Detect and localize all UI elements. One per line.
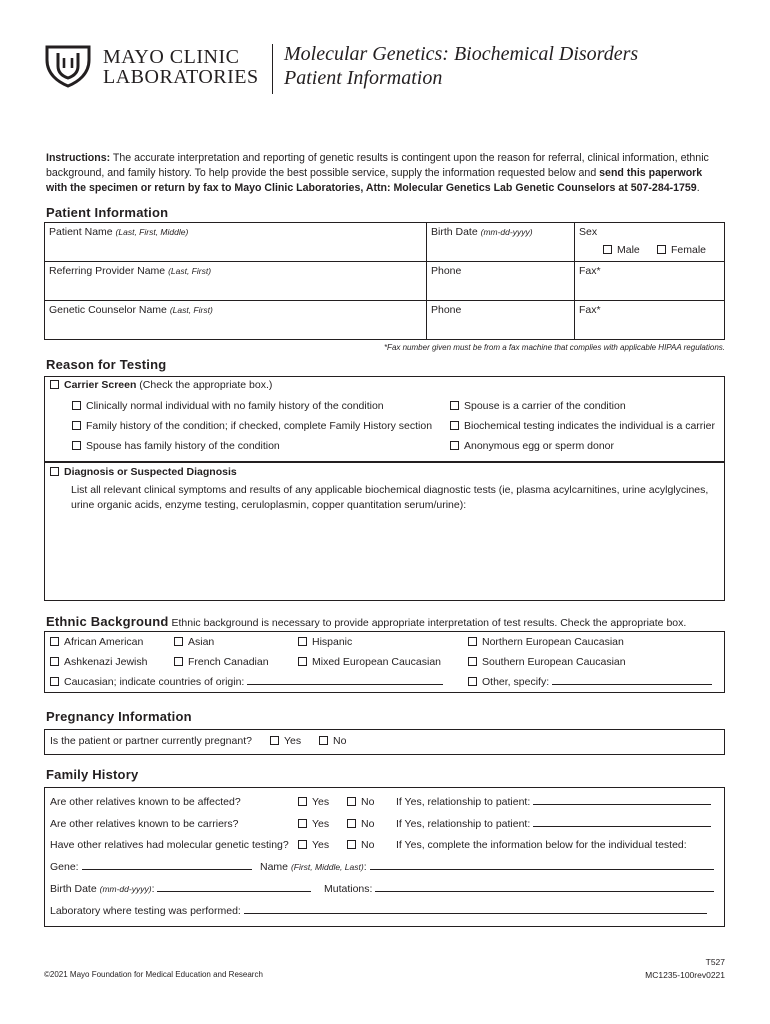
genetic-counselor-field[interactable]: Genetic Counselor Name (Last, First) bbox=[49, 304, 213, 316]
ethnic-northern-european[interactable]: Northern European Caucasian bbox=[468, 636, 624, 648]
ethnic-mixed-european[interactable]: Mixed European Caucasian bbox=[298, 656, 441, 668]
option-family-history[interactable]: Family history of the condition; if checked, complete Family History section bbox=[72, 420, 432, 432]
mayo-logo-icon bbox=[44, 44, 92, 88]
referring-provider-field[interactable]: Referring Provider Name (Last, First) bbox=[49, 265, 212, 277]
logo-text-line1: MAYO CLINIC bbox=[103, 46, 240, 68]
carriers-relationship-field[interactable]: If Yes, relationship to patient: bbox=[396, 818, 711, 830]
molecular-no-checkbox[interactable]: No bbox=[347, 839, 374, 851]
ethnic-african-american[interactable]: African American bbox=[50, 636, 143, 648]
gene-field[interactable]: Gene: bbox=[50, 861, 252, 873]
affected-no-checkbox[interactable]: No bbox=[347, 796, 374, 808]
header-divider bbox=[272, 44, 273, 94]
pregnancy-yes-checkbox[interactable]: Yes bbox=[270, 735, 301, 747]
ethnic-southern-european[interactable]: Southern European Caucasian bbox=[468, 656, 626, 668]
pregnancy-no-checkbox[interactable]: No bbox=[319, 735, 346, 747]
option-biochemical-carrier[interactable]: Biochemical testing indicates the individual is a carrier bbox=[450, 420, 715, 432]
page-title-line1: Molecular Genetics: Biochemical Disorders bbox=[284, 43, 639, 65]
carriers-no-checkbox[interactable]: No bbox=[347, 818, 374, 830]
fax-note: *Fax number given must be from a fax machine that complies with applicable HIPAA regulations. bbox=[383, 343, 725, 352]
ethnic-ashkenazi[interactable]: Ashkenazi Jewish bbox=[50, 656, 147, 668]
ethnic-french-canadian[interactable]: French Canadian bbox=[174, 656, 269, 668]
instructions-text: Instructions: The accurate interpretation and reporting of genetic results is contingent upon the reason for referral, clinical information, ethnic background, and family history. To help provide the best possible service, supply the information requested below and send this paperwork with the specimen or return by fax to Mayo Clinic Laboratories, Attn: Molecular Genetics Lab Genetic Counselors at 507-284-1759. bbox=[46, 152, 709, 194]
mutations-field[interactable]: Mutations: bbox=[324, 883, 714, 895]
affected-relationship-field[interactable]: If Yes, relationship to patient: bbox=[396, 796, 711, 808]
phone-field-2[interactable]: Phone bbox=[431, 304, 462, 316]
family-history-title: Family History bbox=[46, 767, 139, 782]
family-q-molecular: Have other relatives had molecular genetic testing? bbox=[50, 839, 289, 851]
page-title-line2: Patient Information bbox=[284, 67, 443, 89]
affected-yes-checkbox[interactable]: Yes bbox=[298, 796, 329, 808]
fax-field-2[interactable]: Fax* bbox=[579, 304, 601, 316]
pregnancy-question: Is the patient or partner currently pregnant? bbox=[50, 735, 252, 747]
fax-field-1[interactable]: Fax* bbox=[579, 265, 601, 277]
ethnic-caucasian[interactable]: Caucasian; indicate countries of origin: bbox=[50, 676, 443, 688]
footer-code-revision: MC1235-100rev0221 bbox=[645, 970, 725, 980]
family-q-carriers: Are other relatives known to be carriers? bbox=[50, 818, 239, 830]
laboratory-field[interactable]: Laboratory where testing was performed: bbox=[50, 905, 707, 917]
footer-code-t527: T527 bbox=[705, 957, 725, 967]
carriers-yes-checkbox[interactable]: Yes bbox=[298, 818, 329, 830]
logo-text-line2: LABORATORIES bbox=[103, 66, 259, 88]
diagnosis-instructions: List all relevant clinical symptoms and results of any applicable biochemical diagnostic tests (ie, plasma acylcarnitines, urine acylglycines, urine organic acids, enzyme testing, ceruloplasmin, copper quantitation serum/urine): bbox=[71, 484, 709, 511]
female-checkbox[interactable]: Female bbox=[657, 244, 706, 256]
birth-date-field[interactable]: Birth Date (mm-dd-yyyy) bbox=[431, 226, 533, 238]
pregnancy-title: Pregnancy Information bbox=[46, 709, 192, 724]
family-q-affected: Are other relatives known to be affected? bbox=[50, 796, 241, 808]
phone-field-1[interactable]: Phone bbox=[431, 265, 462, 277]
molecular-yes-checkbox[interactable]: Yes bbox=[298, 839, 329, 851]
option-clinically-normal[interactable]: Clinically normal individual with no family history of the condition bbox=[72, 400, 384, 412]
tested-birth-date-field[interactable]: Birth Date (mm-dd-yyyy): bbox=[50, 883, 311, 895]
footer-copyright: ©2021 Mayo Foundation for Medical Education and Research bbox=[44, 970, 263, 979]
patient-info-box bbox=[44, 222, 725, 340]
carrier-screen-checkbox[interactable]: Carrier Screen (Check the appropriate box.) bbox=[50, 379, 272, 391]
diagnosis-checkbox[interactable]: Diagnosis or Suspected Diagnosis bbox=[50, 466, 237, 478]
ethnic-other[interactable]: Other, specify: bbox=[468, 676, 712, 688]
molecular-complete-note: If Yes, complete the information below for the individual tested: bbox=[396, 839, 687, 851]
reason-title: Reason for Testing bbox=[46, 357, 167, 372]
patient-info-title: Patient Information bbox=[46, 205, 169, 220]
ethnic-hispanic[interactable]: Hispanic bbox=[298, 636, 352, 648]
option-spouse-family-history[interactable]: Spouse has family history of the condition bbox=[72, 440, 280, 452]
male-checkbox[interactable]: Male bbox=[603, 244, 640, 256]
instructions-label: Instructions: bbox=[46, 152, 111, 164]
option-spouse-carrier[interactable]: Spouse is a carrier of the condition bbox=[450, 400, 626, 412]
option-anonymous-donor[interactable]: Anonymous egg or sperm donor bbox=[450, 440, 614, 452]
ethnic-asian[interactable]: Asian bbox=[174, 636, 214, 648]
ethnic-header: Ethnic Background Ethnic background is necessary to provide appropriate interpretation of test results. Check the appropriate box. bbox=[46, 614, 687, 629]
sex-field-label: Sex bbox=[579, 226, 598, 238]
patient-name-field[interactable]: Patient Name (Last, First, Middle) bbox=[49, 226, 189, 238]
tested-name-field[interactable]: Name (First, Middle, Last): bbox=[260, 861, 714, 873]
